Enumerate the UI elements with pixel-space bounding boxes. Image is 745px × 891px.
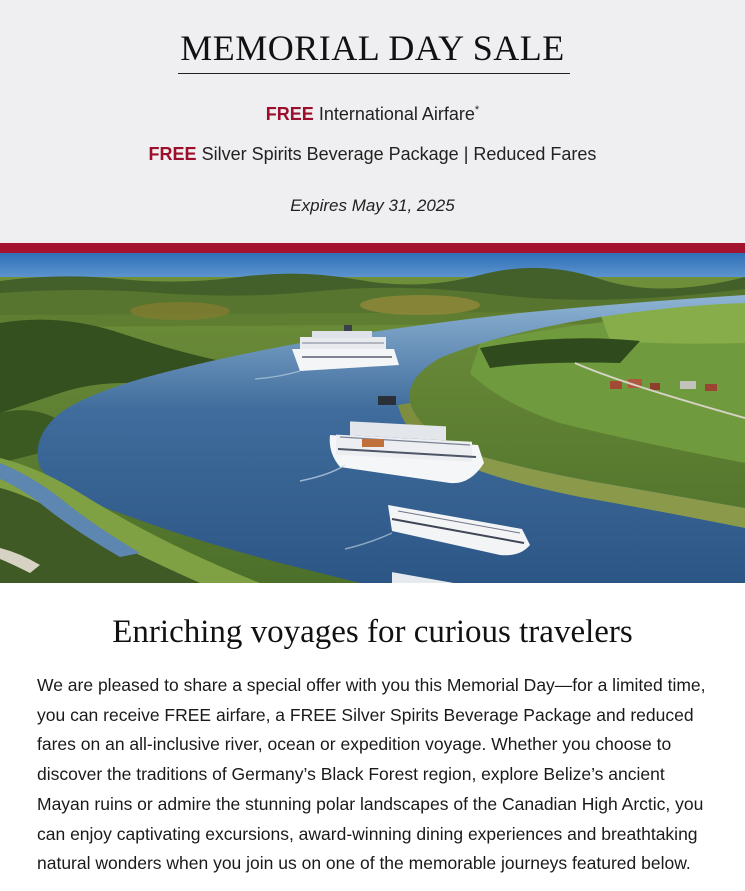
- offer-airfare: [0, 103, 745, 125]
- accent-divider: [0, 243, 745, 253]
- section-heading: Enriching voyages for curious travelers: [112, 614, 633, 650]
- offer-beverage-text: Silver Spirits Beverage Package | Reduced Fares: [196, 144, 597, 164]
- intro-paragraph: We are pleased to share a special offer with you this Memorial Day—for a limited time, you can receive FREE airfare, a FREE Silver Spirits Beverage Package and reduced fares on an all-inclusive river, ocean or expedition voyage. Whether you choose to discover the traditions of Germany’s Black Forest region, explore Belize’s ancient Mayan ruins or admire the stunning polar landscapes of the Canadian High Arctic, you can enjoy captivating excursions, award-winning dining experiences and breathtaking natural wonders when you join us on one of the memorable journeys featured below.: [37, 675, 706, 874]
- title-underline: [178, 73, 570, 74]
- cruise-ships-on-canal-photo: [0, 253, 745, 583]
- offer-airfare-text: International Airfare: [313, 104, 475, 124]
- asterisk-mark: *: [474, 104, 480, 116]
- free-label: FREE: [148, 144, 197, 164]
- promo-header: [0, 0, 745, 243]
- free-label: FREE: [265, 104, 314, 124]
- promo-title: MEMORIAL DAY SALE: [180, 28, 565, 68]
- expiration-date: Expires May 31, 2025: [290, 196, 455, 215]
- offer-beverage: [0, 143, 745, 165]
- hero-image[interactable]: [0, 253, 745, 583]
